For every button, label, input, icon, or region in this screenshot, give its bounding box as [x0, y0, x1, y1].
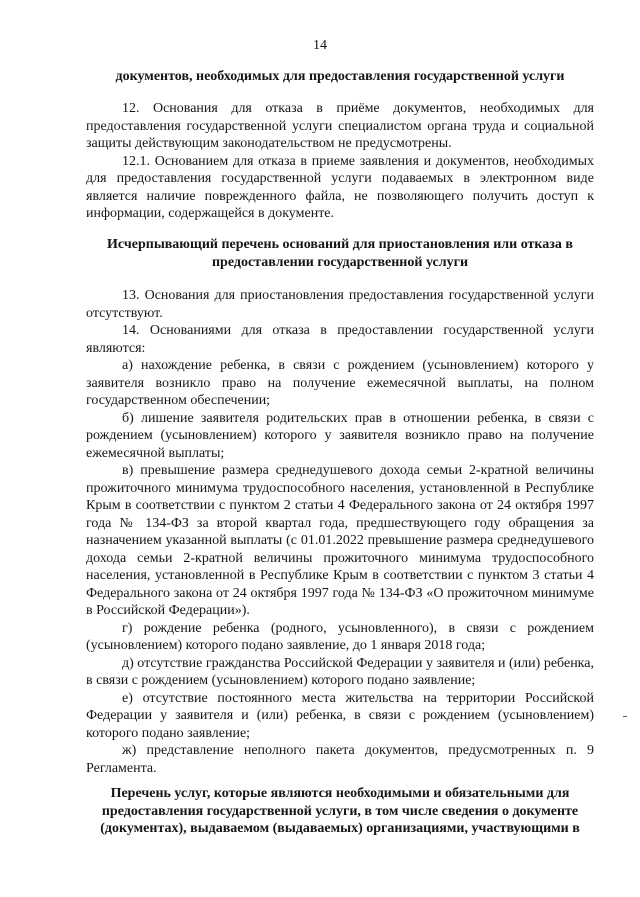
item-zh: ж) представление неполного пакета документов, предусмотренных п. 9 Регламента. [86, 743, 594, 776]
section-suspension-refusal [86, 287, 594, 777]
paragraph-13: 13. Основания для приостановления предоставления государственной услуги отсутствуют. [86, 288, 594, 321]
page-number: 14 [313, 38, 327, 53]
item-b: б) лишение заявителя родительских прав в отношении ребенка, в связи с рождением (усыновлением) которого у заявителя возникло право на получение ежемесячной выплаты; [86, 410, 594, 461]
item-e: е) отсутствие постоянного места жительства на территории Российской Федерации у заявителя и (или) ребенка, в связи с рождением (усыновлением) которого подано заявление; [86, 690, 594, 741]
section-heading-required-services: Перечень услуг, которые являются необходимыми и обязательными для предоставления государственной услуги, в том числе сведения о документе (документах), выдаваемом (выдаваемых) организациями, участвующими в [100, 786, 580, 836]
item-a: а) нахождение ребенка, в связи с рождением (усыновлением) которого у заявителя возникло право на получение ежемесячной выплаты, на полном государственном обеспечении; [86, 358, 594, 408]
section-heading-suspension: Исчерпывающий перечень оснований для приостановления или отказа в предоставлении государственной услуги [107, 237, 573, 270]
section-refusal-acceptance [86, 100, 594, 223]
item-d: д) отсутствие гражданства Российской Федерации у заявителя и (или) ребенка, в связи с рождением (усыновлением) которого подано заявление; [86, 655, 594, 688]
margin-mark [623, 716, 627, 717]
section-heading-continued: документов, необходимых для предоставления государственной услуги [115, 69, 565, 84]
item-v: в) превышение размера среднедушевого дохода семьи 2-кратной величины прожиточного минимума трудоспособного населения, установленной в Республике Крым в соответствии с пунктом 2 статьи 4 Федерального закона от 24 октября 1997 года № 134-ФЗ за второй квартал года, предшествующего году обращения за назначением указанной выплаты (с 01.01.2022 превышение размера среднедушевого дохода семьи 2-кратной величины прожиточного минимума трудоспособного населения, установленной в Республике Крым в соответствии с пунктом 3 статьи 4 Федерального закона от 24 октября 1997 года № 134-ФЗ «О прожиточном минимуме в Российской Федерации»). [86, 463, 594, 618]
paragraph-12: 12. Основания для отказа в приёме документов, необходимых для предоставления государственной услуги специалистом органа труда и социальной защиты действующим законодательством не предусмотрены. [86, 101, 594, 151]
paragraph-12-1: 12.1. Основанием для отказа в приеме заявления и документов, необходимых для предоставления государственной услуги подаваемых в электронном виде является наличие поврежденного файла, не позволяющего получить доступ к информации, содержащейся в документе. [86, 153, 594, 221]
paragraph-14: 14. Основаниями для отказа в предоставлении государственной услуги являются: [86, 323, 594, 356]
item-g: г) рождение ребенка (родного, усыновленного), в связи с рождением (усыновлением) которого подано заявление, до 1 января 2018 года; [86, 620, 594, 653]
